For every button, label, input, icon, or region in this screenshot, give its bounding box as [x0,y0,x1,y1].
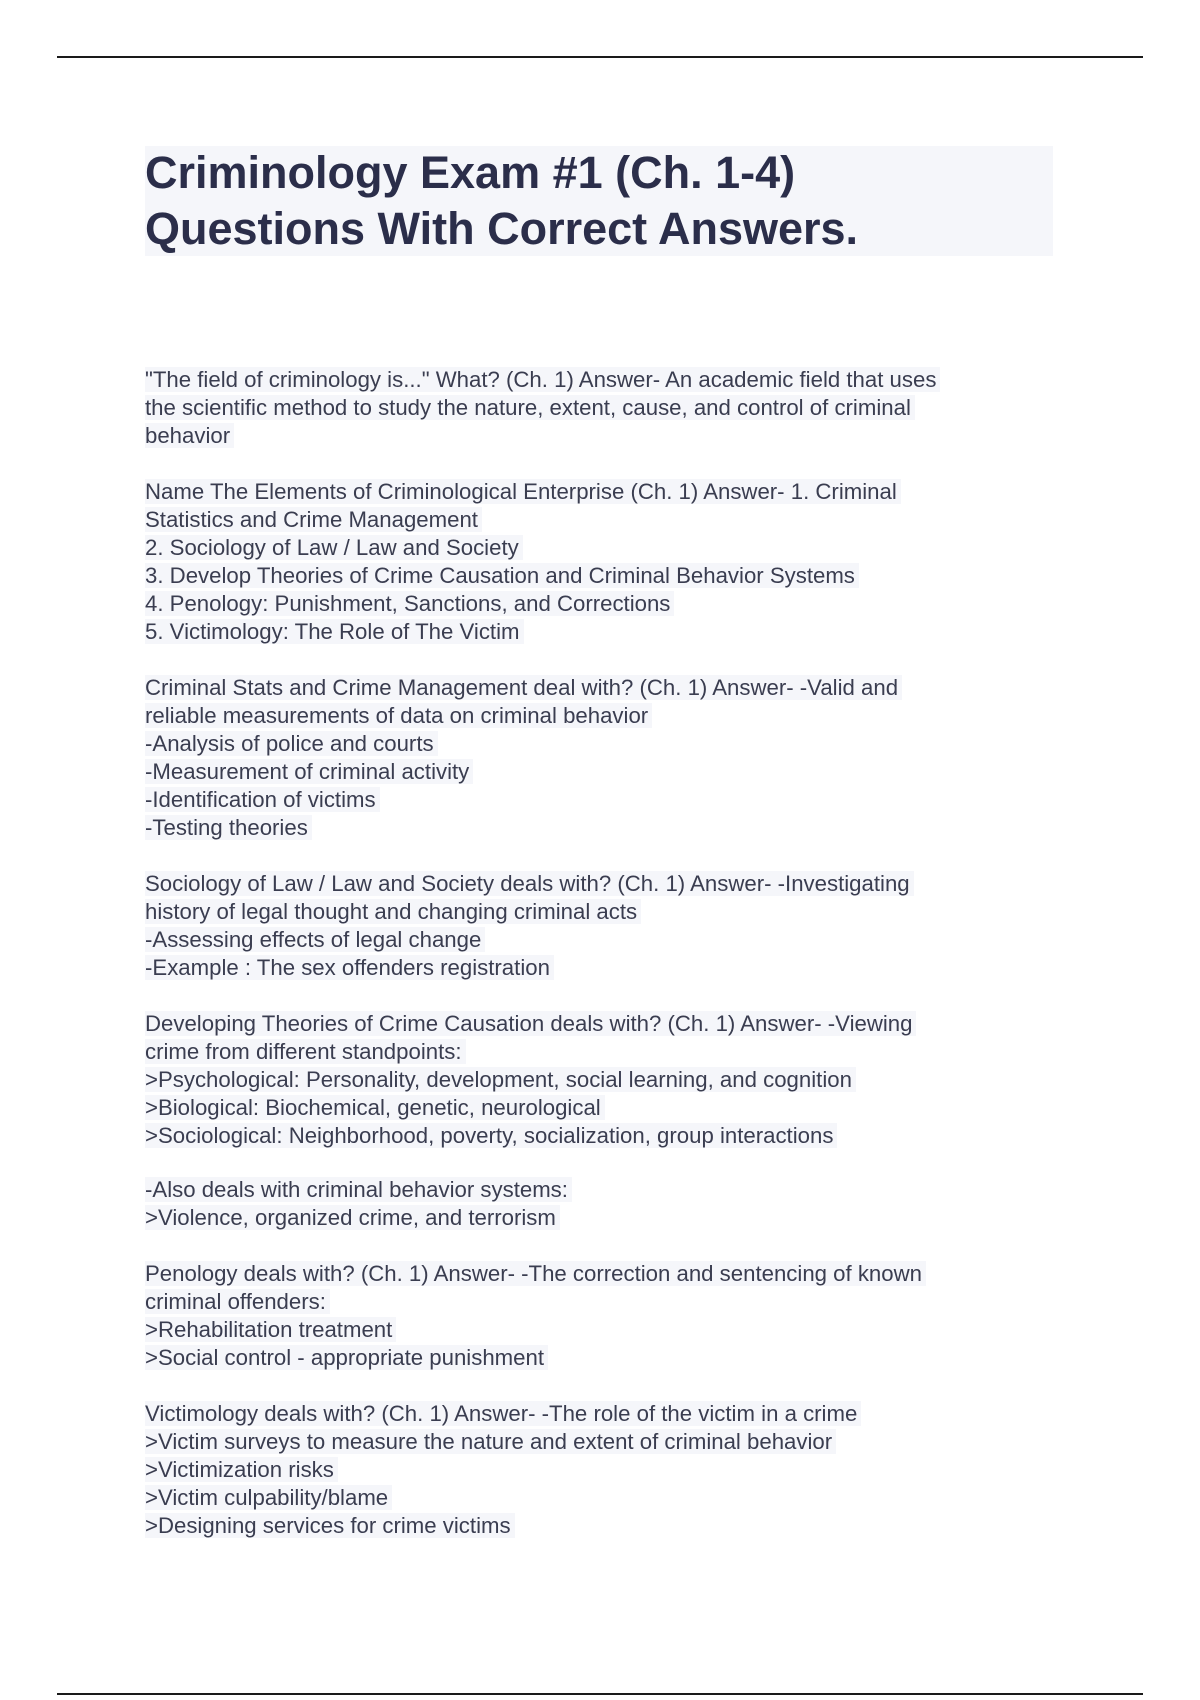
qa-line: -Assessing effects of legal change [145,926,1025,954]
qa-line: 2. Sociology of Law / Law and Society [145,534,1025,562]
qa-line: -Also deals with criminal behavior systems: [145,1176,1025,1204]
qa-item-behavior-systems [145,1176,1025,1232]
qa-line: criminal offenders: [145,1288,1025,1316]
qa-line: >Violence, organized crime, and terrorism [145,1204,1025,1232]
bottom-rule [57,1693,1143,1695]
qa-line: -Analysis of police and courts [145,730,1025,758]
qa-line: Developing Theories of Crime Causation deals with? (Ch. 1) Answer- -Viewing [145,1010,1025,1038]
qa-line: Sociology of Law / Law and Society deals with? (Ch. 1) Answer- -Investigating [145,870,1025,898]
qa-line: -Example : The sex offenders registration [145,954,1025,982]
qa-item-penology [145,1260,1025,1372]
qa-line: Penology deals with? (Ch. 1) Answer- -The correction and sentencing of known [145,1260,1025,1288]
qa-line: >Victim culpability/blame [145,1484,1025,1512]
qa-line: >Designing services for crime victims [145,1512,1025,1540]
qa-line: 5. Victimology: The Role of The Victim [145,618,1025,646]
qa-line: >Biological: Biochemical, genetic, neurological [145,1094,1025,1122]
qa-line: behavior [145,422,1025,450]
qa-item-field-of-criminology [145,366,1025,450]
qa-line: >Victim surveys to measure the nature and extent of criminal behavior [145,1428,1025,1456]
qa-line: Criminal Stats and Crime Management deal with? (Ch. 1) Answer- -Valid and [145,674,1025,702]
qa-line: Statistics and Crime Management [145,506,1025,534]
top-rule [57,56,1143,58]
qa-line: >Victimization risks [145,1456,1025,1484]
qa-line: >Rehabilitation treatment [145,1316,1025,1344]
qa-line: "The field of criminology is..." What? (Ch. 1) Answer- An academic field that uses [145,366,1025,394]
qa-item-sociology-of-law [145,870,1025,982]
qa-line: the scientific method to study the nature, extent, cause, and control of criminal [145,394,1025,422]
qa-line: -Identification of victims [145,786,1025,814]
qa-line: >Social control - appropriate punishment [145,1344,1025,1372]
qa-line: 3. Develop Theories of Crime Causation and Criminal Behavior Systems [145,562,1025,590]
qa-item-elements-of-enterprise [145,478,1025,646]
qa-line: -Testing theories [145,814,1025,842]
qa-line: >Sociological: Neighborhood, poverty, socialization, group interactions [145,1122,1025,1150]
qa-line: crime from different standpoints: [145,1038,1025,1066]
qa-line: Name The Elements of Criminological Enterprise (Ch. 1) Answer- 1. Criminal [145,478,1025,506]
qa-line: 4. Penology: Punishment, Sanctions, and Corrections [145,590,1025,618]
qa-item-criminal-stats [145,674,1025,842]
page-title-line-2: Questions With Correct Answers. [145,203,859,254]
qa-line: reliable measurements of data on criminal behavior [145,702,1025,730]
qa-item-victimology [145,1400,1025,1540]
qa-line: >Psychological: Personality, development, social learning, and cognition [145,1066,1025,1094]
page-title-line-1: Criminology Exam #1 (Ch. 1-4) [145,147,796,198]
qa-line: history of legal thought and changing criminal acts [145,898,1025,926]
title-block [145,146,1053,256]
qa-line: -Measurement of criminal activity [145,758,1025,786]
qa-item-theories-of-crime [145,1010,1025,1150]
qa-line: Victimology deals with? (Ch. 1) Answer- -The role of the victim in a crime [145,1400,1025,1428]
